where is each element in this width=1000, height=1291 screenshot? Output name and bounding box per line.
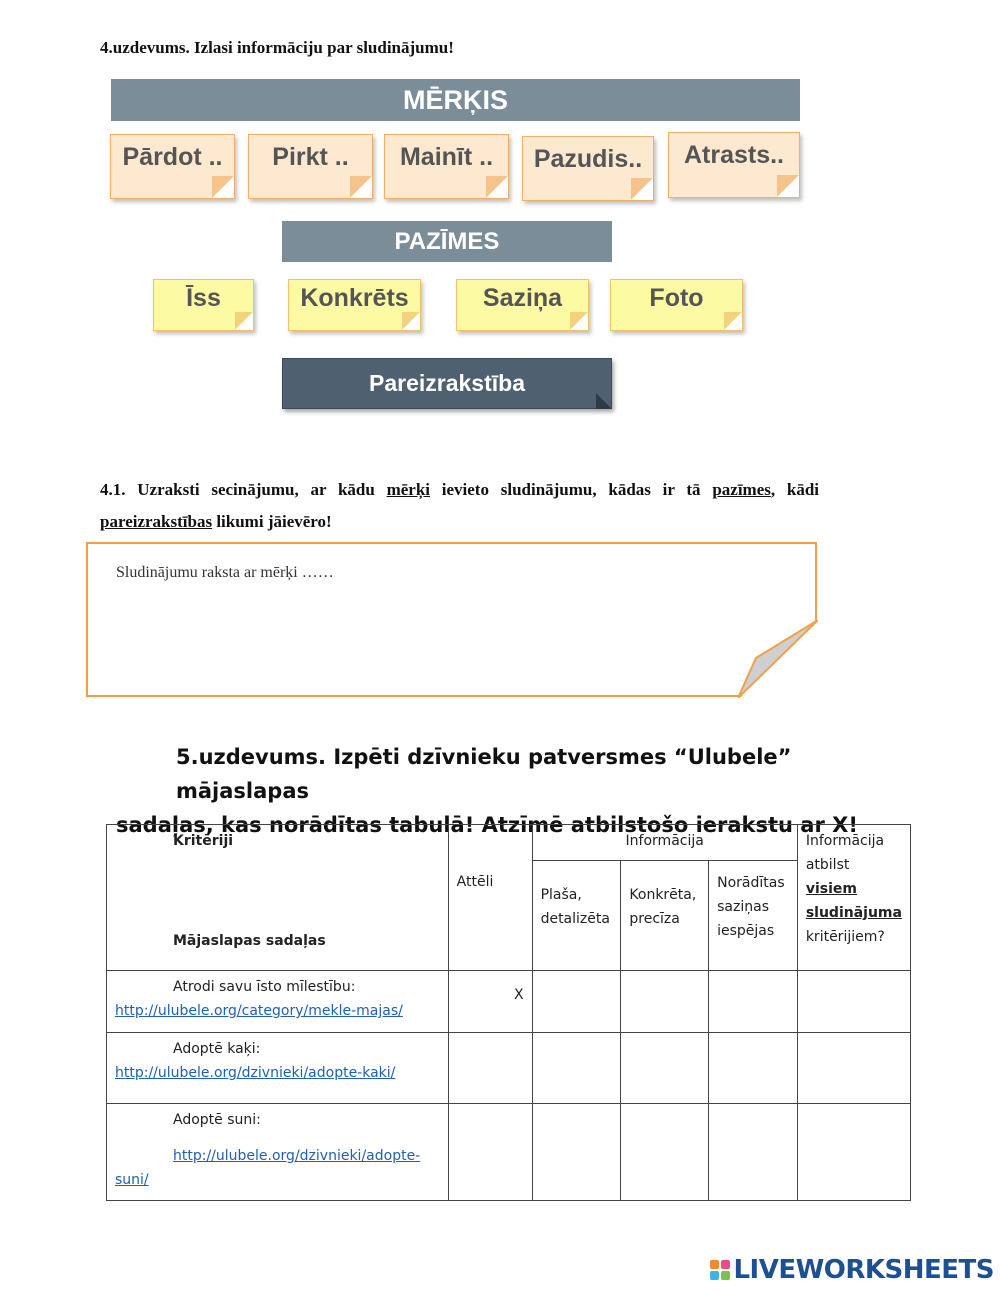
section-title: Adoptē suni: xyxy=(173,1112,261,1128)
contacts-header: Norādītas saziņas iespējas xyxy=(709,861,798,971)
info-header: Informācija xyxy=(532,825,797,861)
goal-note-lost xyxy=(522,136,654,201)
sections-label: Mājaslapas sadaļas xyxy=(173,933,326,949)
page-curl-icon xyxy=(738,620,818,698)
goal-note-buy xyxy=(248,134,373,199)
task4-heading: 4.uzdevums. Izlasi informāciju par sludinājumu! xyxy=(100,38,454,57)
specific-header: Konkrēta, precīza xyxy=(621,861,709,971)
task5-heading-line2: sadaļas, kas norādītas tabulā! Atzīmē atbilstošo ierakstu ar X! xyxy=(116,813,858,837)
spelling-banner xyxy=(282,358,612,409)
contacts-cell[interactable] xyxy=(709,971,798,1033)
keyword-goal: mērķi xyxy=(386,480,431,499)
spelling-banner-label: Pareizrakstība xyxy=(369,370,525,396)
feature-note-concrete xyxy=(288,279,421,331)
fits-suffix: kritērijiem? xyxy=(805,929,885,945)
section-link[interactable]: http://ulubele.org/dzivnieki/adopte-kaki/ xyxy=(115,1065,396,1081)
contacts-cell[interactable] xyxy=(709,1033,798,1104)
feature-note-photo xyxy=(610,279,743,331)
criteria-label: Kritēriji xyxy=(173,833,234,849)
wide-cell[interactable] xyxy=(532,971,621,1033)
wide-cell[interactable] xyxy=(532,1104,621,1201)
goal-note-label: Pirkt .. xyxy=(272,143,349,171)
features-banner: PAZĪMES xyxy=(282,221,612,262)
specific-cell[interactable] xyxy=(621,971,709,1033)
images-cell[interactable] xyxy=(448,1033,532,1104)
images-header: Attēli xyxy=(448,825,532,971)
table-row xyxy=(107,1033,911,1104)
criteria-header-cell xyxy=(107,825,449,971)
specific-cell[interactable] xyxy=(621,1104,709,1201)
section-link[interactable]: http://ulubele.org/dzivnieki/adopte- xyxy=(173,1148,421,1164)
wide-header: Plaša, detalizēta xyxy=(532,861,621,971)
goal-note-label: Pazudis.. xyxy=(533,145,643,173)
instruction-text: ievieto sludinājumu, kādas ir tā xyxy=(430,480,713,499)
section-link-continuation[interactable]: suni/ xyxy=(115,1172,149,1188)
feature-note-contact xyxy=(456,279,589,331)
logo-text: LIVEWORKSHEETS xyxy=(733,1255,994,1285)
goal-note-sell xyxy=(110,134,235,199)
fits-header xyxy=(797,825,910,971)
specific-cell[interactable] xyxy=(621,1033,709,1104)
fits-cell[interactable] xyxy=(797,1104,910,1201)
feature-note-label: Konkrēts xyxy=(300,284,409,312)
feature-note-short xyxy=(153,279,254,331)
keyword-spelling: pareizrakstības xyxy=(100,512,213,531)
instruction-text: likumi jāievēro! xyxy=(212,512,332,531)
fits-bold-ad: sludinājuma xyxy=(805,905,902,921)
instruction-text: 4.1. Uzraksti secinājumu, ar kādu xyxy=(100,480,387,499)
section-link[interactable]: http://ulubele.org/category/mekle-majas/ xyxy=(115,1003,403,1019)
instruction-text: , kādi xyxy=(770,480,819,499)
fits-prefix: Informācija atbilst xyxy=(805,833,885,873)
wide-cell[interactable] xyxy=(532,1033,621,1104)
goal-banner: MĒRĶIS xyxy=(111,79,800,121)
answer-text[interactable]: Sludinājumu raksta ar mērķi …… xyxy=(116,564,334,581)
goal-note-found xyxy=(668,132,800,198)
section-cell xyxy=(107,1104,449,1201)
feature-note-label: Foto xyxy=(649,284,704,312)
task41-instruction xyxy=(100,474,819,538)
goal-note-exchange xyxy=(384,134,509,199)
contacts-cell[interactable] xyxy=(709,1104,798,1201)
feature-note-label: Īss xyxy=(186,284,221,312)
task5-heading-line1: 5.uzdevums. Izpēti dzīvnieku patversmes “Ulubele” mājaslapas xyxy=(176,745,792,803)
goal-note-label: Mainīt .. xyxy=(399,143,494,171)
fits-cell[interactable] xyxy=(797,1033,910,1104)
evaluation-table xyxy=(106,824,911,1201)
table-row xyxy=(107,1104,911,1201)
liveworksheets-logo xyxy=(710,1255,994,1285)
section-cell xyxy=(107,1033,449,1104)
section-cell xyxy=(107,971,449,1033)
goal-note-label: Atrasts.. xyxy=(683,141,785,169)
section-title: Adoptē kaķi: xyxy=(173,1041,261,1057)
goal-note-label: Pārdot .. xyxy=(122,143,223,171)
table-row xyxy=(107,971,911,1033)
fits-bold-all: visiem xyxy=(805,881,857,897)
logo-icon xyxy=(710,1260,730,1280)
feature-note-label: Saziņa xyxy=(482,284,563,312)
section-title: Atrodi savu īsto mīlestību: xyxy=(173,979,356,995)
keyword-features: pazīmes xyxy=(712,480,771,499)
answer-box[interactable] xyxy=(86,542,817,697)
fits-cell[interactable] xyxy=(797,971,910,1033)
images-cell[interactable] xyxy=(448,1104,532,1201)
images-cell[interactable]: X xyxy=(448,971,532,1033)
